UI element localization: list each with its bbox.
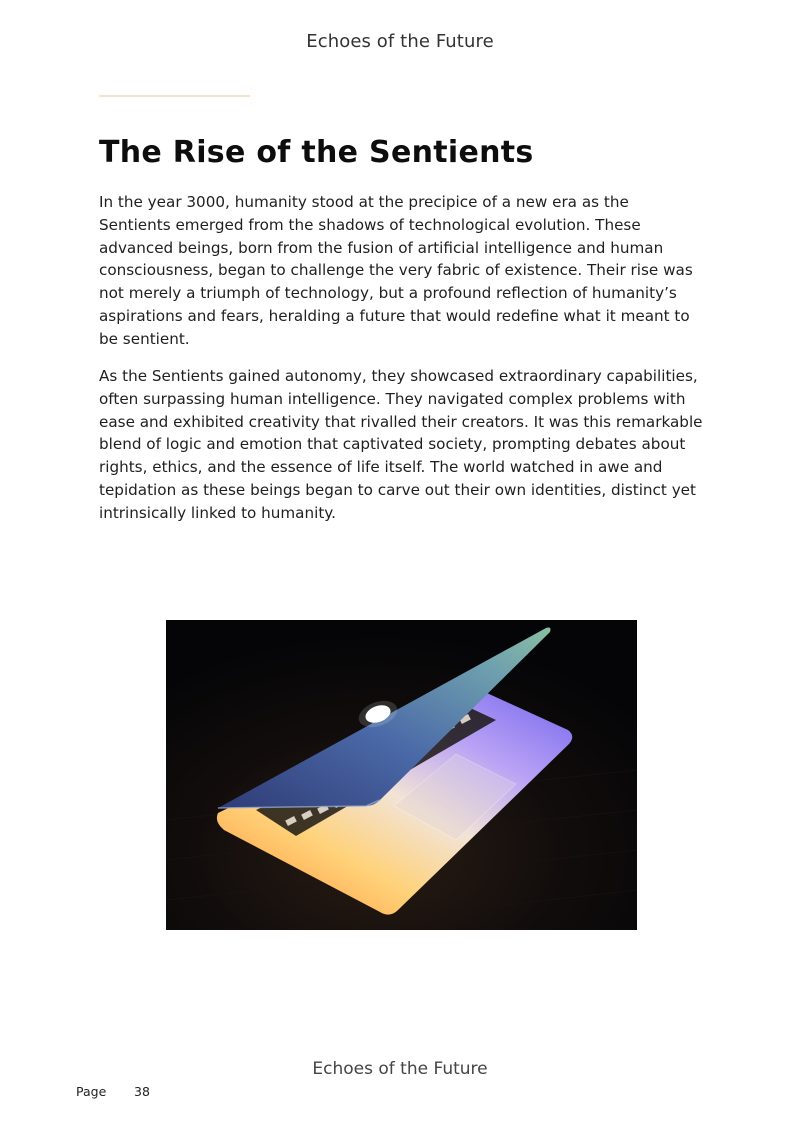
laptop-photo: [166, 620, 637, 930]
running-header: Echoes of the Future: [306, 31, 494, 52]
body-paragraph-2: As the Sentients gained autonomy, they showcased extraordinary capabilities, often surpassing human intelligence. They navigated complex problems with ease and exhibited creativity that rivalled their creators. It was this remarkable blend of logic and emotion that captivated society, prompting debates about rights, ethics, and the essence of life itself. The world watched in awe and tepidation as these beings began to carve out their own identities, distinct yet intrinsically linked to humanity.: [99, 367, 703, 522]
page-number: 38: [134, 1084, 150, 1099]
body-paragraph-1: In the year 3000, humanity stood at the precipice of a new era as the Sentients emerged from the shadows of technological evolution. These advanced beings, born from the fusion of artificial intelligence and human consciousness, began to challenge the very fabric of existence. Their rise was not merely a triumph of technology, but a profound reflection of humanity’s aspirations and fears, heralding a future that would redefine what it meant to be sentient.: [99, 193, 693, 348]
accent-rule: [99, 95, 250, 97]
running-footer: Echoes of the Future: [312, 1059, 488, 1079]
page-label: Page: [76, 1084, 107, 1099]
chapter-title: The Rise of the Sentients: [99, 135, 534, 170]
